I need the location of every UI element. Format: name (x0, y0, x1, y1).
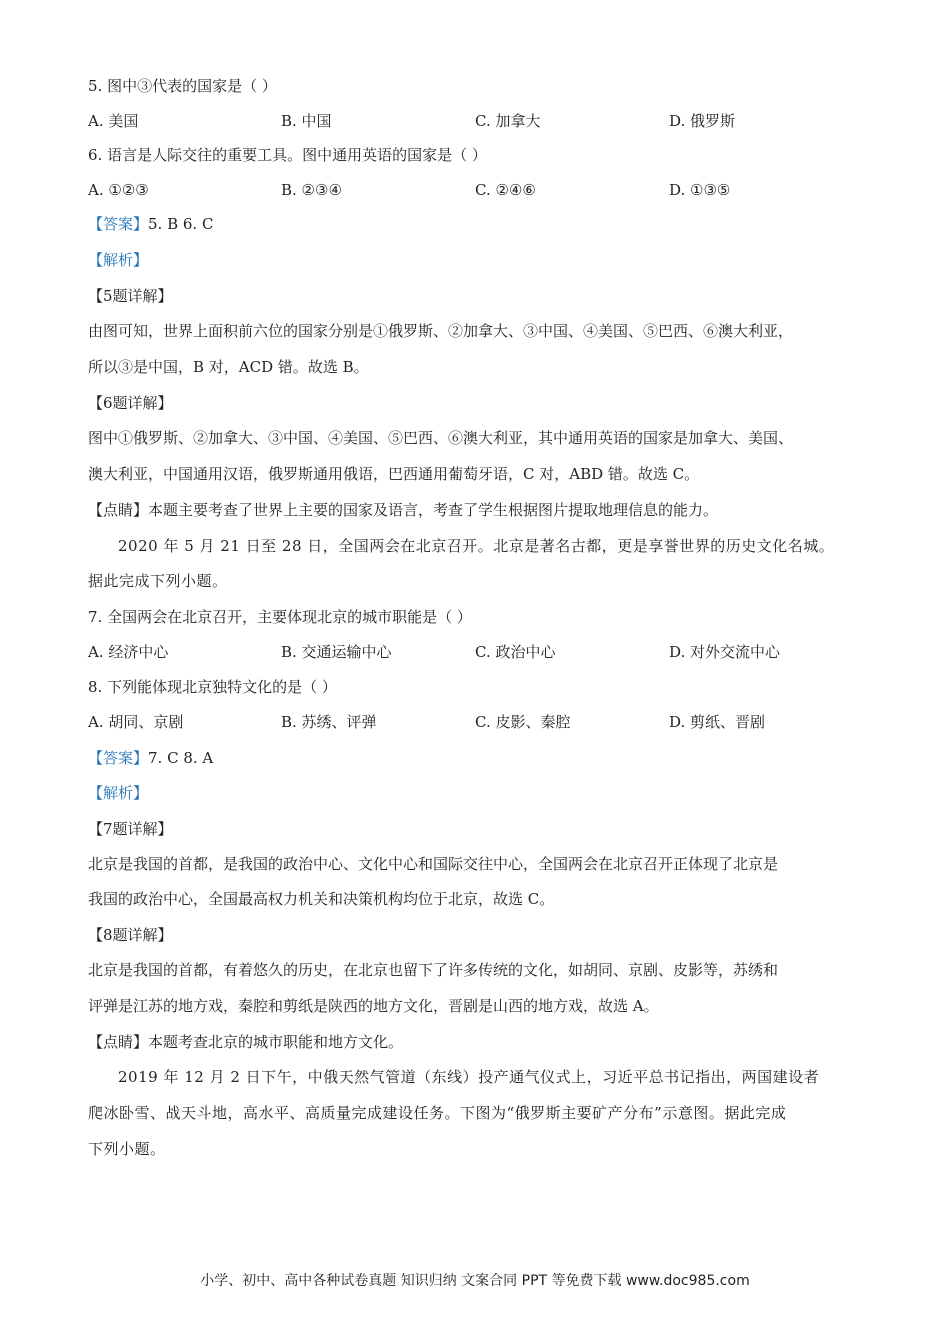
question-7-stem: 7. 全国两会在北京召开，主要体现北京的城市职能是（ ） (88, 608, 472, 626)
q6-option-b: B. ②③④ (281, 181, 342, 199)
q5-option-d: D. 俄罗斯 (669, 112, 736, 130)
answer-text: 5. B 6. C (148, 215, 214, 233)
q8-option-c: C. 皮影、秦腔 (475, 713, 571, 731)
q8-option-d: D. 剪纸、晋剧 (669, 713, 766, 731)
detail-7-title: 【7题详解】 (88, 820, 173, 838)
passage-3-line-2: 爬冰卧雪、战天斗地，高水平、高质量完成建设任务。下图为“俄罗斯主要矿产分布”示意图。据此完成 (88, 1104, 787, 1122)
page-footer: 小学、初中、高中各种试卷真题 知识归纳 文案合同 PPT 等免费下载 www.doc985.com (200, 1273, 750, 1289)
q7-option-d: D. 对外交流中心 (669, 643, 781, 661)
q6-option-c: C. ②④⑥ (475, 181, 536, 199)
detail-5-title: 【5题详解】 (88, 287, 173, 305)
detail-7-line-1: 北京是我国的首都，是我国的政治中心、文化中心和国际交往中心，全国两会在北京召开正体现了北京是 (88, 855, 779, 873)
answer-tag: 【答案】 (88, 749, 149, 767)
detail-6-line-1: 图中①俄罗斯、②加拿大、③中国、④美国、⑤巴西、⑥澳大利亚，其中通用英语的国家是加拿大、美国、 (88, 429, 794, 447)
comment-1: 【点睛】本题主要考查了世界上主要的国家及语言，考查了学生根据图片提取地理信息的能力。 (88, 501, 719, 519)
answer-tag: 【答案】 (88, 215, 149, 233)
q5-option-c: C. 加拿大 (475, 112, 541, 130)
passage-2-line-2: 据此完成下列小题。 (88, 572, 228, 590)
question-5-stem: 5. 图中③代表的国家是（ ） (88, 77, 277, 95)
detail-7-line-2: 我国的政治中心，全国最高权力机关和决策机构均位于北京，故选 C。 (88, 890, 555, 908)
detail-8-line-2: 评弹是江苏的地方戏，秦腔和剪纸是陕西的地方文化，晋剧是山西的地方戏，故选 A。 (88, 997, 659, 1015)
q5-option-b: B. 中国 (281, 112, 332, 130)
q7-option-c: C. 政治中心 (475, 643, 556, 661)
q8-option-a: A. 胡同、京剧 (88, 713, 184, 731)
q7-option-a: A. 经济中心 (88, 643, 169, 661)
q6-option-d: D. ①③⑤ (669, 181, 731, 199)
analysis-tag: 【解析】 (88, 251, 149, 269)
q8-option-b: B. 苏绣、评弹 (281, 713, 377, 731)
q7-option-b: B. 交通运输中心 (281, 643, 392, 661)
q5-option-a: A. 美国 (88, 112, 139, 130)
detail-6-title: 【6题详解】 (88, 394, 173, 412)
passage-2-line-1: 2020 年 5 月 21 日至 28 日，全国两会在北京召开。北京是著名古都，更是享誉世界的历史文化名城。 (118, 537, 835, 555)
detail-5-line-1: 由图可知，世界上面积前六位的国家分别是①俄罗斯、②加拿大、③中国、④美国、⑤巴西、⑥澳大利亚， (88, 322, 794, 340)
question-6-stem: 6. 语言是人际交往的重要工具。图中通用英语的国家是（ ） (88, 146, 487, 164)
passage-3-line-3: 下列小题。 (88, 1140, 166, 1158)
detail-6-line-2: 澳大利亚，中国通用汉语，俄罗斯通用俄语，巴西通用葡萄牙语，C 对，ABD 错。故选 C。 (88, 465, 700, 483)
detail-5-line-2: 所以③是中国，B 对，ACD 错。故选 B。 (88, 358, 369, 376)
answer-block-2 (88, 748, 213, 768)
detail-8-line-1: 北京是我国的首都，有着悠久的历史，在北京也留下了许多传统的文化，如胡同、京剧、皮影等，苏绣和 (88, 961, 779, 979)
question-8-stem: 8. 下列能体现北京独特文化的是（ ） (88, 678, 337, 696)
detail-8-title: 【8题详解】 (88, 926, 173, 944)
passage-3-line-1: 2019 年 12 月 2 日下午，中俄天然气管道（东线）投产通气仪式上，习近平总书记指出，两国建设者 (118, 1068, 820, 1086)
answer-text: 7. C 8. A (148, 749, 214, 767)
comment-2: 【点睛】本题考查北京的城市职能和地方文化。 (88, 1033, 404, 1051)
answer-block-1 (88, 214, 213, 234)
analysis-tag: 【解析】 (88, 784, 149, 802)
q6-option-a: A. ①②③ (88, 181, 149, 199)
